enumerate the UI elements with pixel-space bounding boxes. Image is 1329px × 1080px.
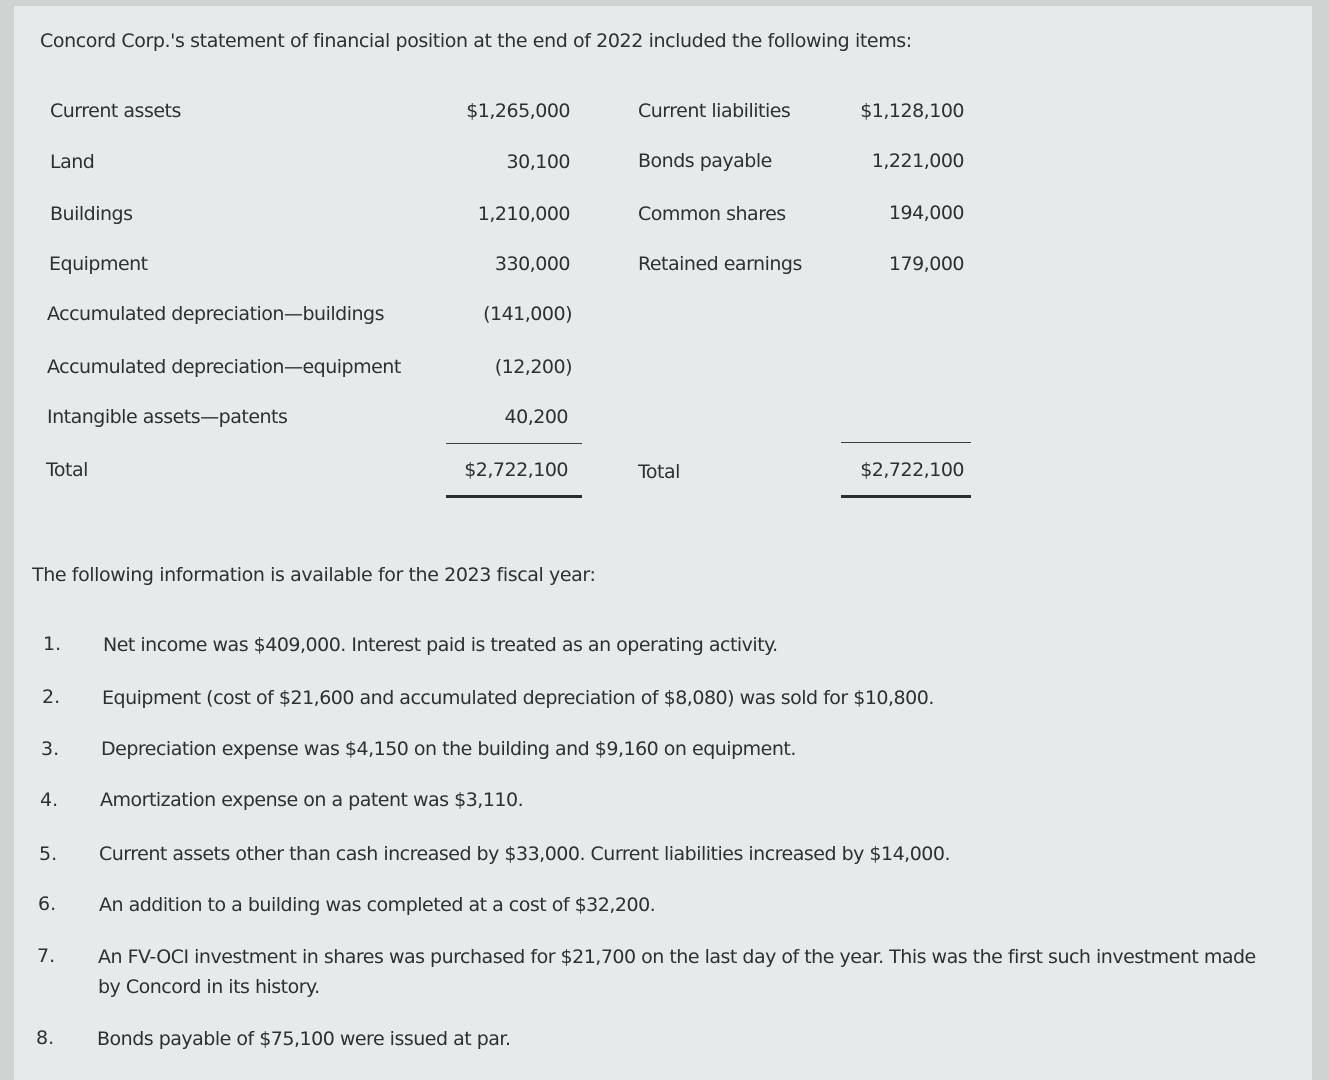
asset-label: Land [50, 151, 95, 173]
asset-label: Current assets [50, 100, 181, 122]
equity-value: 179,000 [888, 253, 964, 275]
asset-label: Equipment [49, 253, 148, 275]
liability-value: 1,221,000 [871, 150, 964, 172]
assets-total-value: $2,722,100 [464, 459, 568, 481]
equity-value: 194,000 [888, 202, 964, 224]
asset-value: 30,100 [506, 151, 570, 173]
item-text: Depreciation expense was $4,150 on the building and $9,160 on equipment. [101, 738, 796, 760]
document-page [14, 6, 1312, 1080]
subtotal-rule [841, 442, 971, 443]
item-text: Amortization expense on a patent was $3,110. [100, 789, 524, 811]
asset-label: Accumulated depreciation—equipment [47, 356, 401, 378]
item-number: 4. [40, 789, 59, 811]
item-number: 8. [36, 1027, 55, 1049]
item-text: Net income was $409,000. Interest paid is treated as an operating activity. [103, 634, 778, 656]
equity-label: Retained earnings [638, 253, 802, 275]
intro-text: Concord Corp.'s statement of financial position at the end of 2022 included the following items: [40, 30, 912, 52]
item-text: Bonds payable of $75,100 were issued at par. [97, 1028, 511, 1050]
asset-value: (12,200) [494, 356, 572, 378]
item-number: 7. [37, 945, 56, 967]
item-text: Current assets other than cash increased by $33,000. Current liabilities increased by $14,000. [99, 843, 951, 865]
asset-label: Intangible assets—patents [47, 406, 288, 428]
item-text: Equipment (cost of $21,600 and accumulated depreciation of $8,080) was sold for $10,800. [102, 687, 934, 709]
liabilities-total-value: $2,722,100 [860, 459, 964, 481]
liability-label: Bonds payable [638, 150, 772, 172]
item-number: 2. [42, 686, 61, 708]
item-text: An FV-OCI investment in shares was purchased for $21,700 on the last day of the year. This was the first such investment made by Concord in its history. [98, 946, 1256, 998]
liability-label: Current liabilities [638, 100, 791, 122]
asset-value: $1,265,000 [466, 100, 570, 122]
subtotal-rule [446, 443, 582, 444]
liability-value: $1,128,100 [860, 100, 964, 122]
total-double-rule [446, 495, 582, 498]
item-number: 3. [41, 738, 60, 760]
asset-value: 330,000 [494, 253, 570, 275]
item-number: 5. [39, 843, 58, 865]
liabilities-total-label: Total [638, 461, 680, 483]
item-text: An addition to a building was completed at a cost of $32,200. [99, 894, 656, 916]
total-double-rule [841, 495, 971, 498]
asset-label: Buildings [50, 203, 133, 225]
item-number: 6. [38, 893, 57, 915]
asset-value: 40,200 [504, 406, 568, 428]
info-heading: The following information is available for the 2023 fiscal year: [32, 564, 596, 586]
item-number: 1. [43, 633, 62, 655]
assets-total-label: Total [46, 459, 88, 481]
asset-label: Accumulated depreciation—buildings [47, 303, 384, 325]
equity-label: Common shares [638, 203, 786, 225]
asset-value: (141,000) [483, 303, 572, 325]
asset-value: 1,210,000 [477, 203, 570, 225]
